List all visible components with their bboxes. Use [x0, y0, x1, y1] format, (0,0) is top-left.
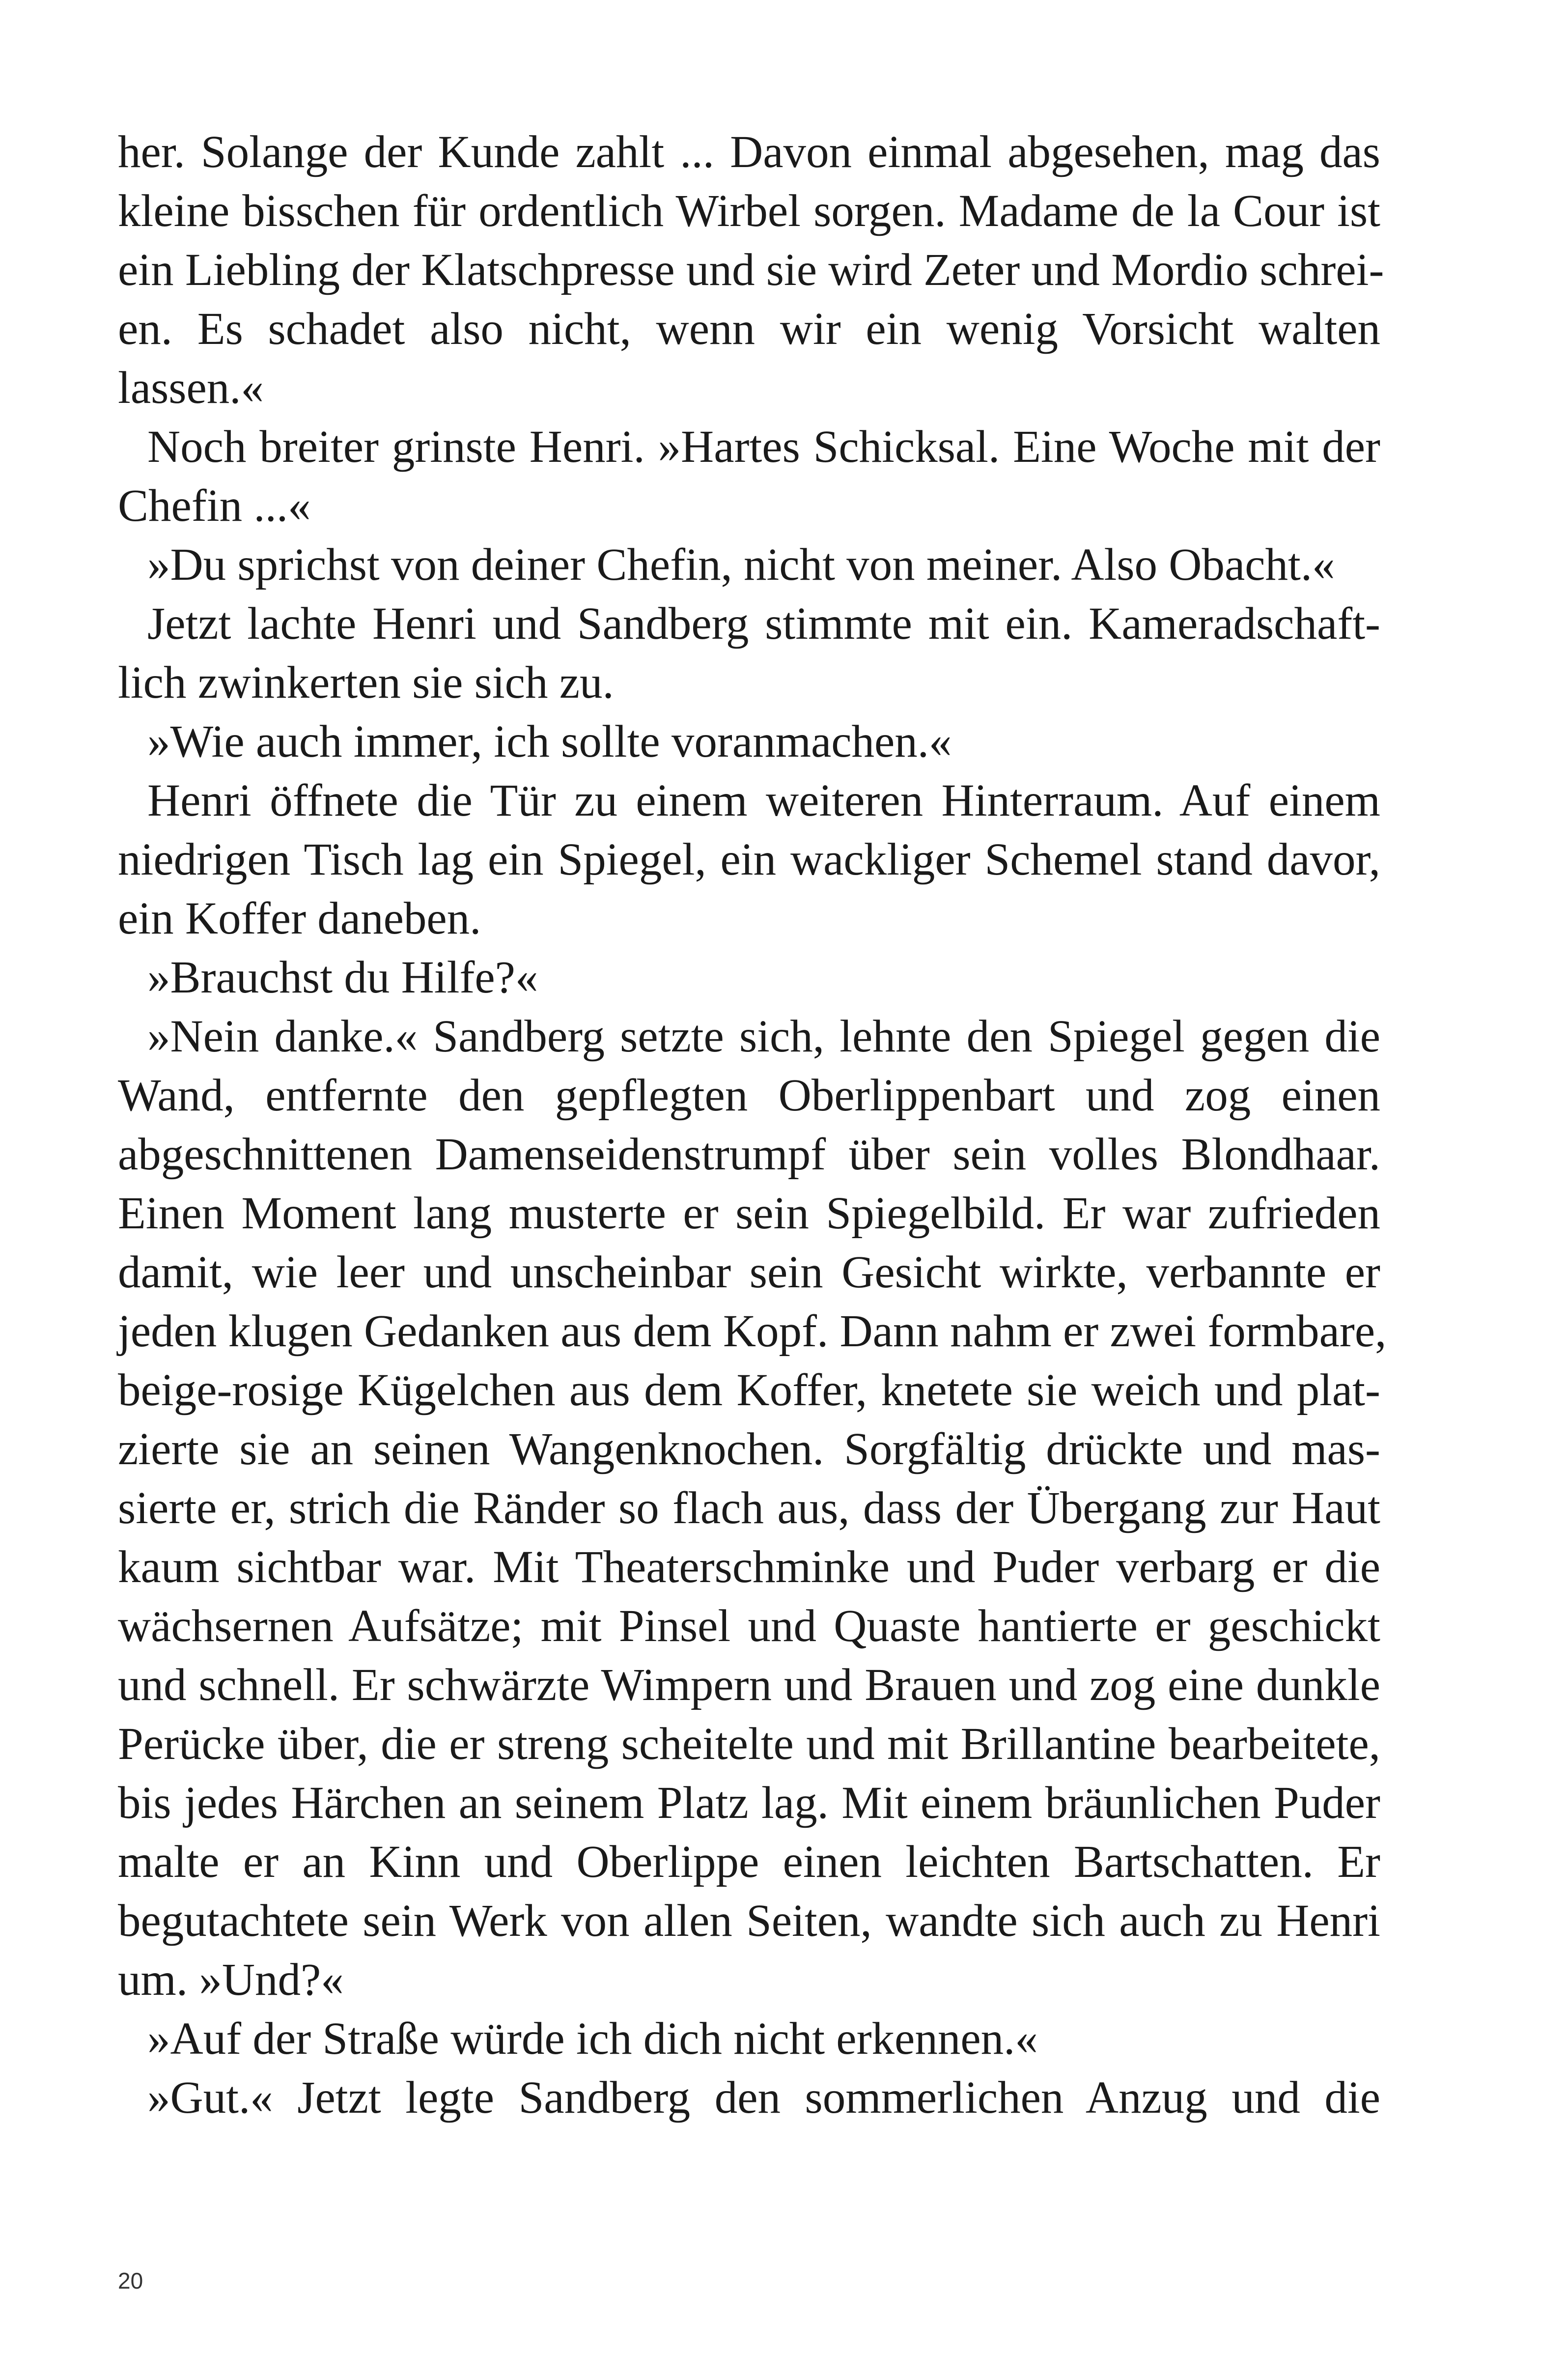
- text-line: Chefin ...«: [118, 481, 311, 531]
- text-line: abgeschnittenen Damenseidenstrumpf über sein volles Blondhaar.: [118, 1129, 1380, 1180]
- text-line: en. Es schadet also nicht, wenn wir ein wenig Vorsicht walten: [118, 304, 1380, 354]
- text-line: sierte er, strich die Ränder so flach aus, dass der Übergang zur Haut: [118, 1483, 1380, 1533]
- text-line: Wand, entfernte den gepflegten Oberlippenbart und zog einen: [118, 1070, 1380, 1121]
- text-line: lich zwinkerten sie sich zu.: [118, 657, 614, 708]
- text-line: zierte sie an seinen Wangenknochen. Sorgfältig drückte und mas-: [118, 1424, 1380, 1474]
- text-line: Einen Moment lang musterte er sein Spiegelbild. Er war zufrieden: [118, 1188, 1380, 1239]
- text-line: kleine bisschen für ordentlich Wirbel sorgen. Madame de la Cour ist: [118, 186, 1380, 236]
- text-line: lassen.«: [118, 363, 264, 413]
- text-line: »Gut.« Jetzt legte Sandberg den sommerlichen Anzug und die: [147, 2072, 1380, 2123]
- text-line: Perücke über, die er streng scheitelte und mit Brillantine bearbeitete,: [118, 1719, 1380, 1769]
- text-line: und schnell. Er schwärzte Wimpern und Brauen und zog eine dunkle: [118, 1660, 1380, 1710]
- text-line: um. »Und?«: [118, 1955, 344, 2005]
- text-line: beige-rosige Kügelchen aus dem Koffer, knetete sie weich und plat-: [118, 1365, 1380, 1416]
- text-line: »Wie auch immer, ich sollte voranmachen.«: [147, 716, 952, 767]
- text-line: damit, wie leer und unscheinbar sein Gesicht wirkte, verbannte er: [118, 1247, 1380, 1298]
- text-line: Henri öffnete die Tür zu einem weiteren Hinterraum. Auf einem: [147, 775, 1380, 826]
- text-line: »Du sprichst von deiner Chefin, nicht von meiner. Also Obacht.«: [147, 539, 1335, 590]
- text-line: wächsernen Aufsätze; mit Pinsel und Quaste hantierte er geschickt: [118, 1601, 1380, 1651]
- text-line: Jetzt lachte Henri und Sandberg stimmte mit ein. Kameradschaft-: [147, 598, 1380, 649]
- text-line: bis jedes Härchen an seinem Platz lag. Mit einem bräunlichen Puder: [118, 1778, 1380, 1828]
- text-line: »Nein danke.« Sandberg setzte sich, lehnte den Spiegel gegen die: [147, 1011, 1380, 1062]
- text-line: ein Koffer daneben.: [118, 893, 481, 944]
- text-line: niedrigen Tisch lag ein Spiegel, ein wackliger Schemel stand davor,: [118, 834, 1380, 885]
- text-line: »Brauchst du Hilfe?«: [147, 952, 538, 1003]
- body-text: [118, 123, 1387, 2127]
- text-line: begutachtete sein Werk von allen Seiten, wandte sich auch zu Henri: [118, 1896, 1380, 1946]
- page-number: 20: [118, 2268, 143, 2294]
- text-line: her. Solange der Kunde zahlt ... Davon einmal abgesehen, mag das: [118, 127, 1380, 177]
- text-line: »Auf der Straße würde ich dich nicht erkennen.«: [147, 2013, 1038, 2064]
- text-line: kaum sichtbar war. Mit Theaterschminke und Puder verbarg er die: [118, 1542, 1380, 1592]
- text-line: malte er an Kinn und Oberlippe einen leichten Bartschatten. Er: [118, 1837, 1380, 1887]
- text-line: ein Liebling der Klatschpresse und sie wird Zeter und Mordio schrei-: [118, 245, 1384, 295]
- text-line: Noch breiter grinste Henri. »Hartes Schicksal. Eine Woche mit der: [147, 422, 1380, 472]
- text-line: jeden klugen Gedanken aus dem Kopf. Dann nahm er zwei formbare,: [118, 1306, 1387, 1357]
